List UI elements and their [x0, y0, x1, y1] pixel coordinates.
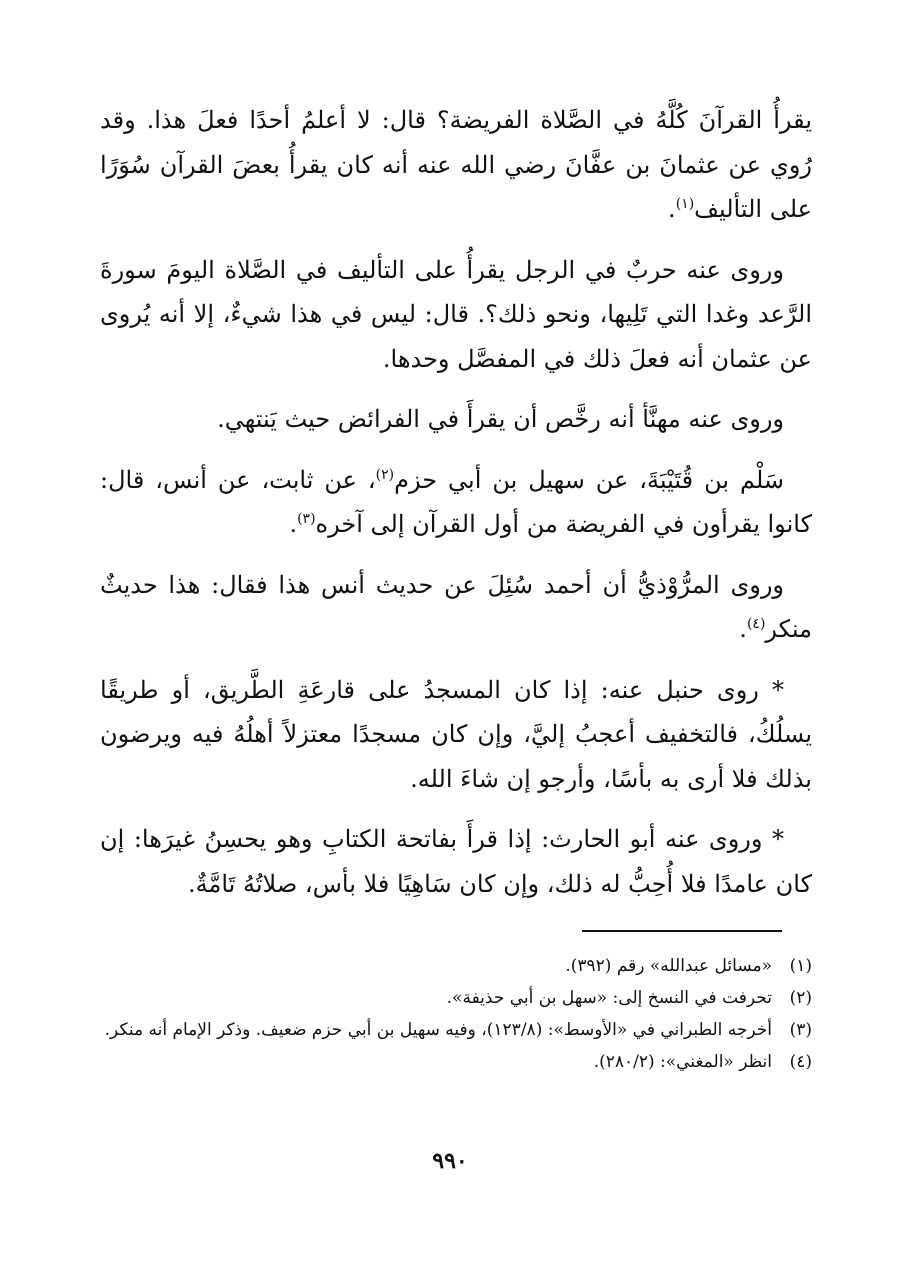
footnote-item [100, 1046, 812, 1078]
footnote-number: (٣) [789, 1020, 812, 1040]
paragraph-tail: . [289, 510, 298, 538]
footnote-item [100, 1014, 812, 1046]
paragraph-tail: . [739, 615, 747, 643]
paragraph-1 [100, 98, 812, 232]
paragraph-text: * وروى عنه أبو الحارث: إذا قرأَ بفاتحة الكتابِ وهو يحسِنُ غيرَها: إن كان عامدًا فلا أُحِبُّ له ذلك، وإن كان سَاهِيًا فلا بأس، صلاتُهُ تَامَّةٌ. [100, 825, 812, 898]
footnote-text: تحرفت في النسخ إلى: «سهل بن أبي حذيفة». [446, 988, 772, 1008]
paragraph-3 [100, 397, 812, 442]
footnote-text: أخرجه الطبراني في «الأوسط»: (١٢٣/٨)، وفيه سهيل بن أبي حزم ضعيف. وذكر الإمام أنه منكر. [104, 1020, 772, 1040]
footnote-divider [582, 930, 782, 932]
paragraph-tail: ، عن ثابت، عن أنس، قال: كانوا يقرأون في الفريضة من أول القرآن إلى آخره [100, 465, 812, 538]
paragraph-text: وروى عنه حربٌ في الرجل يقرأُ على التأليف في الصَّلاة اليومَ سورةَ الرَّعد وغدا التي تَلِيها، ونحو ذلك؟. قال: ليس في هذا شيءٌ، إلا أنه يُروى عن عثمان أنه فعلَ ذلك في المفصَّل وحدها. [100, 255, 812, 373]
main-text [100, 98, 812, 922]
paragraph-text: سَلْم بن قُتَيْبَةَ، عن سهيل بن أبي حزم [394, 465, 785, 494]
page-number: ٩٩٠ [432, 1148, 468, 1174]
paragraph-6 [100, 668, 812, 802]
paragraph-text: وروى عنه مهنَّأ أنه رخَّص أن يقرأَ في الفرائض حيث يَنتهي. [217, 405, 784, 433]
footnote-text: «مسائل عبدالله» رقم (٣٩٢). [565, 956, 772, 976]
footnote-number: (١) [789, 956, 812, 976]
paragraph-7 [100, 817, 812, 906]
paragraph-5 [100, 563, 812, 652]
paragraph-4 [100, 458, 812, 547]
footnote-ref-3[interactable]: (٣) [297, 511, 316, 527]
footnote-text: انظر «المغني»: (٢٨٠/٢). [593, 1052, 772, 1072]
paragraph-text: * روى حنبل عنه: إذا كان المسجدُ على قارعَةِ الطَّريق، أو طريقًا يسلُكُ، فالتخفيف أعجبُ إليَّ، وإن كان مسجدًا معتزلاً أهلُهُ فيه ويرضون بذلك فلا أرى به بأسًا، وأرجو إن شاءَ الله. [100, 675, 812, 793]
footnote-item [100, 950, 812, 982]
footnotes [100, 950, 812, 1078]
footnote-item [100, 982, 812, 1014]
footnote-number: (٢) [789, 988, 812, 1008]
paragraph-text: يقرأُ القرآنَ كُلَّهُ في الصَّلاة الفريضة؟ قال: لا أعلمُ أحدًا فعلَ هذا. وقد رُوي عن عثمانَ بن عفَّانَ رضي الله عنه أنه كان يقرأُ بعضَ القرآن سُوَرًا على التأليف [100, 106, 812, 223]
footnote-ref-2[interactable]: (٢) [375, 466, 395, 483]
footnote-ref-1[interactable]: (١) [675, 196, 695, 212]
paragraph-text: وروى المرُّوْذيُّ أن أحمد سُئِلَ عن حديث أنس هذا فقال: هذا حديثٌ منكر [100, 570, 812, 643]
footnote-ref-4[interactable]: (٤) [746, 616, 766, 632]
footnote-number: (٤) [789, 1052, 812, 1072]
paragraph-tail: . [668, 195, 676, 223]
paragraph-2 [100, 248, 812, 382]
